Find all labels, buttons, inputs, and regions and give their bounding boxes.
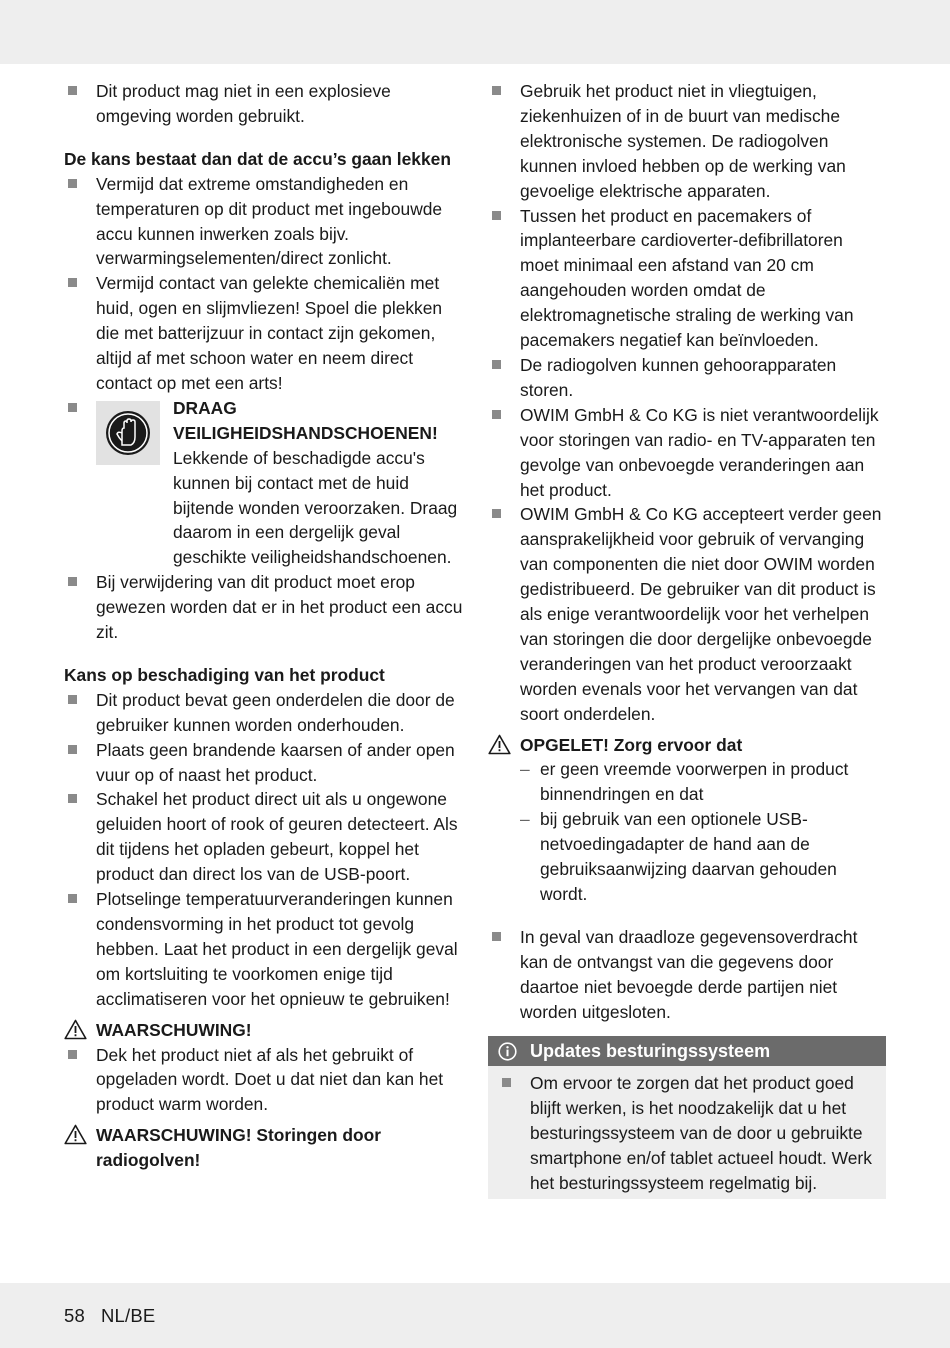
bullet-square-icon: [502, 1078, 511, 1087]
list-item: [488, 403, 886, 503]
bullet-square-icon: [68, 894, 77, 903]
left-column: [64, 79, 464, 1173]
bullet-square-icon: [68, 695, 77, 704]
caution-title: OPGELET! Zorg ervoor dat: [520, 734, 743, 755]
bullet-square-icon: [492, 932, 501, 941]
bullet-square-icon: [68, 179, 77, 188]
warning-triangle-icon: [64, 1019, 87, 1040]
list-item: [64, 570, 464, 645]
bullet-square-icon: [68, 577, 77, 586]
dash-item: [488, 807, 886, 907]
bullet-text: Vermijd contact van gelekte chemicaliën met huid, ogen en slijmvliezen! Spoel die plekken die met batterijzuur in contact zijn gekomen, altijd af met schoon water en neem direct contact op met een arts!: [96, 273, 443, 393]
bullet-square-icon: [68, 403, 77, 412]
dash-text: bij gebruik van een optionele USB-netvoedingadapter de hand aan de gebruiksaanwijzing daarvan gehouden wordt.: [540, 809, 837, 904]
bullet-square-icon: [492, 509, 501, 518]
list-item: [488, 204, 886, 353]
bullet-text: Plaats geen brandende kaarsen of ander open vuur op of naast het product.: [96, 739, 455, 785]
bullet-text: OWIM GmbH & Co KG is niet verantwoordelijk voor storingen van radio- en TV-apparaten ten gevolge van onbevoegde veranderingen aan het product.: [520, 404, 879, 500]
warning-triangle-icon: [64, 1124, 87, 1145]
bullet-text: OWIM GmbH & Co KG accepteert verder geen aansprakelijkheid voor gebruik of vervanging van componenten die niet door OWIM worden gedistribueerd. De gebruiker van dit product is als enige verantwoordelijk voor het verhelpen van storingen die door dergelijke onbevoegde veranderingen van het product veroorzaakt worden evenals voor het vervangen van dat soort onderdelen.: [520, 504, 882, 724]
list-item: [488, 502, 886, 726]
bullet-square-icon: [68, 745, 77, 754]
right-column: [488, 79, 886, 1025]
list-item: [64, 738, 464, 788]
glove-notice: [64, 396, 464, 570]
bullet-square-icon: [492, 410, 501, 419]
glove-title: DRAAG VEILIGHEIDSHANDSCHOENEN!: [173, 397, 438, 443]
list-item: [64, 172, 464, 272]
page-number: 58 NL/BE: [64, 1305, 156, 1326]
warning-title: WAARSCHUWING!: [96, 1019, 252, 1040]
bullet-text: Schakel het product direct uit als u ongewone geluiden hoort of rook of geuren detecteert. Als dit tijdens het opladen gebeurt, koppel het product dan direct los van de USB-poort.: [96, 789, 458, 885]
bullet-text: De radiogolven kunnen gehoorapparaten storen.: [520, 354, 837, 400]
list-item: [64, 688, 464, 738]
list-item: [488, 353, 886, 403]
bullet-text: Dit product mag niet in een explosieve omgeving worden gebruikt.: [96, 81, 391, 126]
bullet-square-icon: [68, 278, 77, 287]
bullet-text: Gebruik het product niet in vliegtuigen, ziekenhuizen of in de buurt van medische elektronische systemen. De radiogolven kunnen invloed hebben op de werking van gevoelige elektrische apparaten.: [520, 81, 846, 201]
bullet-square-icon: [492, 211, 501, 220]
list-item: [64, 1043, 464, 1118]
glove-text: Lekkende of beschadigde accu's kunnen bij contact met de huid bijtende wonden veroorzaken. Draag daarom in een dergelijk geval geschikte veiligheidshandschoenen.: [173, 447, 458, 568]
caution-heading: [488, 733, 886, 758]
infobox-header: [488, 1036, 886, 1066]
dash-marker: –: [520, 809, 530, 830]
dash-text: er geen vreemde voorwerpen in product binnendringen en dat: [540, 759, 849, 805]
bullet-text: Vermijd dat extreme omstandigheden en temperaturen op dit product met ingebouwde accu kunnen inwerken zoals bijv. verwarmingselementen/direct zonlicht.: [96, 173, 443, 269]
warning-triangle-icon: [488, 734, 511, 755]
bullet-square-icon: [492, 360, 501, 369]
bullet-square-icon: [68, 1050, 77, 1059]
section-heading: Kans op beschadiging van het product: [64, 664, 385, 685]
warning-heading: [64, 1123, 464, 1173]
bullet-text: Dit product bevat geen onderdelen die door de gebruiker kunnen worden onderhouden.: [96, 689, 455, 735]
bullet-text: Bij verwijdering van dit product moet erop gewezen worden dat er in het product een accu zit.: [96, 572, 463, 643]
list-item: [488, 79, 886, 204]
warning-heading: [64, 1018, 464, 1043]
bullet-square-icon: [68, 794, 77, 803]
list-item: [64, 79, 464, 129]
dash-marker: –: [520, 759, 530, 780]
list-item: [488, 925, 886, 1025]
info-icon: [498, 1042, 517, 1061]
list-item: [498, 1071, 876, 1196]
bullet-text: Plotselinge temperatuurveranderingen kunnen condensvorming in het product tot gevolg hebben. Laat het product in een dergelijk geval om kortsluiting te voorkomen enige tijd acclimatiseren voor het opnieuw te gebruiken!: [96, 889, 458, 1009]
top-bar: [0, 0, 950, 64]
page-footer: [0, 1283, 950, 1348]
list-item: [64, 271, 464, 396]
os-update-infobox: [488, 1036, 886, 1199]
warning-title: WAARSCHUWING! Storingen door radiogolven!: [96, 1125, 381, 1171]
bullet-text: Om ervoor te zorgen dat het product goed blijft werken, is het noodzakelijk dat u het besturingssysteem van de door u gebruikte smartphone en/of tablet actueel houdt. Werk het besturingssysteem regelmatig bij.: [530, 1073, 872, 1193]
dash-item: [488, 757, 886, 807]
bullet-square-icon: [492, 86, 501, 95]
list-item: [64, 887, 464, 1012]
infobox-title: Updates besturingssysteem: [530, 1041, 771, 1061]
section-heading: De kans bestaat dan dat de accu’s gaan lekken: [64, 148, 451, 169]
safety-gloves-icon: [96, 401, 160, 465]
bullet-text: In geval van draadloze gegevensoverdracht kan de ontvangst van die gegevens door daartoe niet bevoegde derde partijen niet worden uitgesloten.: [520, 926, 858, 1022]
bullet-text: Tussen het product en pacemakers of implanteerbare cardioverter-defibrillatoren moet minimaal een afstand van 20 cm aangehouden worden omdat de elektromagnetische straling de werking van pacemakers negatief kan beïnvloeden.: [520, 205, 854, 351]
list-item: [64, 787, 464, 887]
bullet-text: Dek het product niet af als het gebruikt of opgeladen wordt. Doet u dat niet dan kan het product warm worden.: [96, 1044, 444, 1115]
bullet-square-icon: [68, 86, 77, 95]
